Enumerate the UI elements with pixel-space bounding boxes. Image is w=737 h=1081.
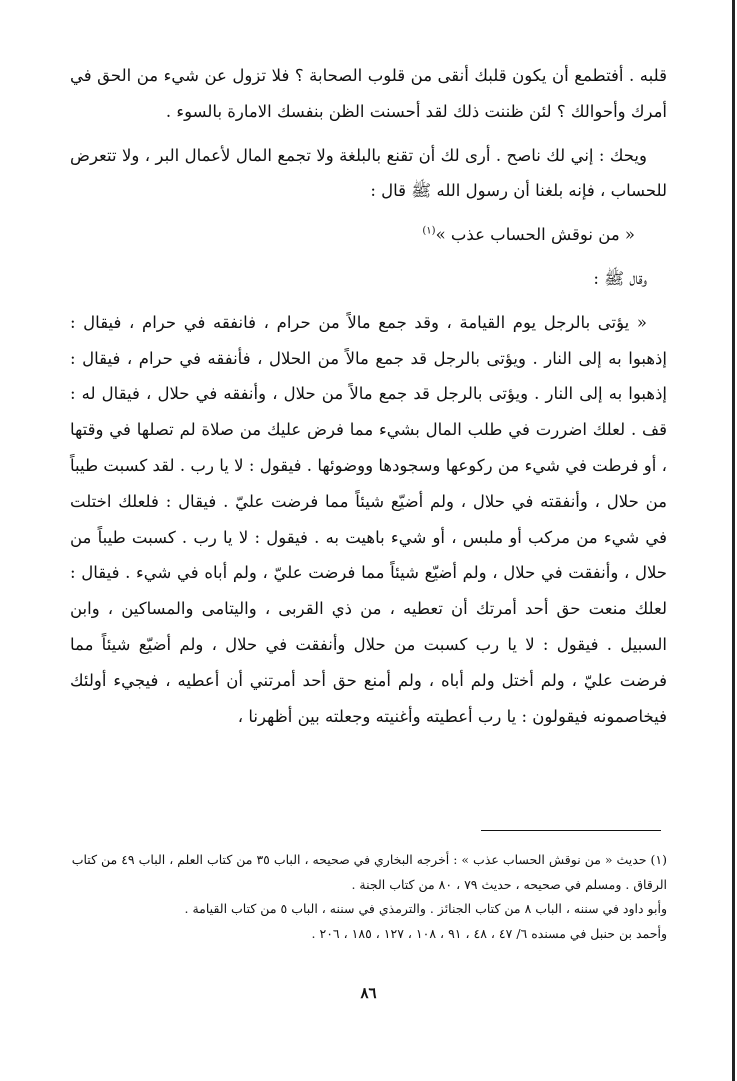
hadith-quote-2: « يؤتى بالرجل يوم القيامة ، وقد جمع مالاً من حرام ، فانفقه في حرام ، فيقال : إذهبوا به إلى النار . ويؤتى بالرجل قد جمع مالاً من الحلال ، فأنفقه في حرام ، فيقال : إذهبوا به إلى النار . ويؤتى بالرجل قد جمع مالاً من حلال ، وأنفقه في حلال ، فيقال له : قف . لعلك اضررت في طلب المال بشيء مما فرض عليك من صلاة لم تصلها في وقتها ، أو فرطت في شيء من ركوعها وسجودها ووضوئها . فيقول : لا يا رب . لقد كسبت طيباً من حلال ، وأنفقته في حلال ، ولم أضيّع شيئاً مما فرضت عليّ . فيقال : فلعلك اختلت في شيء من مركب أو ملبس ، أو شيء باهيت به . فيقول : لا يا رب . كسبت طيباً من حلال ، وأنفقت في حلال ، ولم أضيّع شيئاً مما فرضت عليّ ، ولم أباه في شيء . فيقال : لعلك منعت حق أحد أمرتك أن تعطيه ، من ذي القربى ، واليتامى والمساكين ، وابن السبيل . فيقول : لا يا رب كسبت من حلال وأنفقت في حلال ، ولم أضيّع شيئاً مما فرضت عليّ ، ولم أختل ولم أباه ، ولم أمنع حق أحد أمرتني أن أعطيه ، فيجيء أولئك فيخاصمونه فيقولون : يا رب أعطيته وأغنيته وجعلته بين أظهرنا ، — [70, 312, 667, 726]
paragraph-intro: قلبه . أفتطمع أن يكون قلبك أنقى من قلوب الصحابة ؟ فلا تزول عن شيء من الحق في أمرك وأحوالك ؟ لئن ظننت ذلك لقد أحسنت الظن بنفسك الامارة بالسوء . — [70, 66, 667, 121]
footnote-line: وأحمد بن حنبل في مسنده ٦/ ٤٧ ، ٤٨ ، ٩١ ، ١٠٨ ، ١٢٧ ، ١٨٥ ، ٢٠٦ . — [311, 925, 667, 941]
main-text — [70, 58, 667, 742]
footnotes — [70, 848, 667, 946]
footnote-line: وأبو داود في سننه ، الباب ٨ من كتاب الجنائز . والترمذي في سننه ، الباب ٥ من كتاب القيامة . — [184, 901, 667, 916]
hadith-quote-text: « من نوقش الحساب عذب » — [435, 225, 635, 245]
footnote-line: (١) حديث « من نوقش الحساب عذب » : أخرجه البخاري في صحيحه ، الباب ٣٥ من كتاب العلم ، الباب ٤٩ من كتاب الرقاق . ومسلم في صحيحه ، حديث ٧٩ ، ٨٠ من كتاب الجنة . — [71, 852, 667, 892]
paragraph-he-said: وقال ﷺ : — [593, 268, 647, 288]
paragraph-advice: ويحك : إني لك ناصح . أرى لك أن تقنع بالبلغة ولا تجمع المال لأعمال البر ، ولا تتعرض للحساب ، فإنه بلغنا أن رسول الله ﷺ قال : — [70, 145, 667, 201]
hadith-quote-1 — [70, 217, 655, 253]
scan-edge-line — [732, 0, 735, 1081]
footnote-divider — [481, 830, 661, 831]
page-number: ٨٦ — [360, 984, 377, 1002]
footnote-reference: (١) — [422, 225, 436, 237]
